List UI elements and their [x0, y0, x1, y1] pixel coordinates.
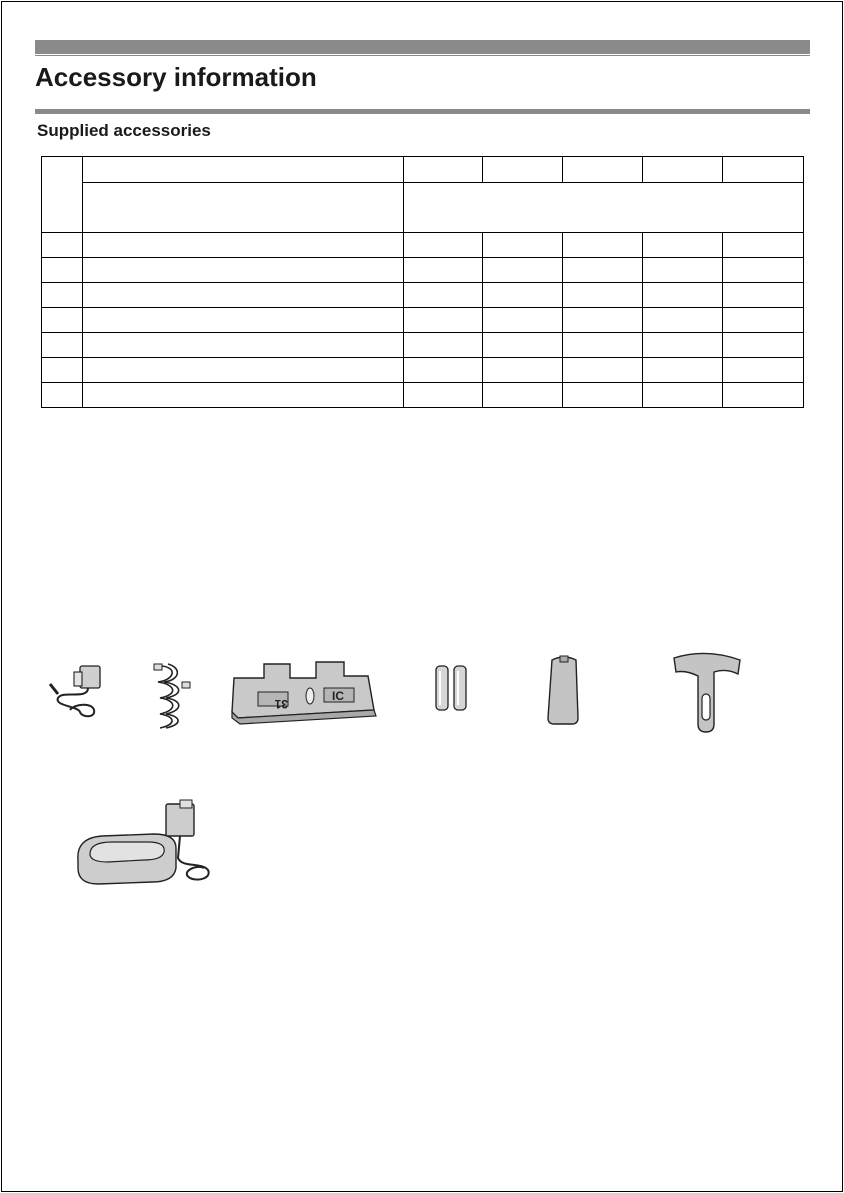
table-cell: [563, 233, 643, 258]
header-rule: [35, 55, 810, 56]
table-cell: [563, 333, 643, 358]
table-cell: [82, 157, 403, 183]
table-cell: [643, 258, 723, 283]
table-cell: [403, 233, 483, 258]
table-cell: [643, 283, 723, 308]
table-cell: [82, 383, 403, 408]
table-cell: [403, 183, 804, 233]
table-cell: [723, 333, 804, 358]
table-cell: [42, 233, 83, 258]
table-cell: [403, 308, 483, 333]
belt-clip-illustration: [670, 650, 746, 736]
table-cell: [563, 258, 643, 283]
table-cell: [42, 157, 83, 233]
table-cell: [483, 358, 563, 383]
table-cell: [82, 333, 403, 358]
table-cell: [563, 283, 643, 308]
handset-cover-illustration: [544, 652, 584, 726]
table-row: [42, 283, 804, 308]
section-title: Supplied accessories: [37, 121, 211, 140]
table-cell: [82, 358, 403, 383]
table-cell: [563, 157, 643, 183]
table-row: [42, 233, 804, 258]
table-cell: [643, 157, 723, 183]
table-cell: [42, 283, 83, 308]
table-cell: [643, 233, 723, 258]
table-row: [42, 333, 804, 358]
table-cell: [42, 258, 83, 283]
table-cell: [563, 358, 643, 383]
table-cell: [82, 308, 403, 333]
table-cell: [403, 383, 483, 408]
table-cell: [82, 283, 403, 308]
header-bar: [35, 40, 810, 54]
telephone-line-cord-illustration: [148, 660, 198, 732]
table-cell: [723, 358, 804, 383]
title-rule: [35, 109, 810, 114]
table-cell: [82, 233, 403, 258]
table-cell: [483, 308, 563, 333]
table-cell: [82, 183, 403, 233]
table-cell: [403, 333, 483, 358]
table-cell: [483, 383, 563, 408]
table-cell: [723, 383, 804, 408]
table-cell: [42, 308, 83, 333]
table-cell: [403, 358, 483, 383]
charger-with-ac-adaptor-illustration: [72, 798, 222, 890]
table-subheader-row: [42, 183, 804, 233]
table-cell: [643, 308, 723, 333]
table-cell: [723, 157, 804, 183]
table-cell: [643, 358, 723, 383]
table-cell: [42, 383, 83, 408]
table-row: [42, 308, 804, 333]
table-row: [42, 358, 804, 383]
rechargeable-batteries-illustration: [432, 663, 472, 713]
table-cell: [723, 233, 804, 258]
table-cell: [723, 258, 804, 283]
accessory-table: [41, 156, 804, 408]
table-cell: [403, 283, 483, 308]
wall-mounting-adaptor-illustration: [228, 652, 378, 726]
table-header-row: [42, 157, 804, 183]
table-row: [42, 383, 804, 408]
table-cell: [483, 233, 563, 258]
table-cell: [643, 383, 723, 408]
svg-text:31: 31: [274, 697, 288, 711]
table-cell: [563, 308, 643, 333]
ac-adaptor-illustration: [44, 660, 116, 722]
table-cell: [723, 308, 804, 333]
page-title: Accessory information: [35, 62, 317, 92]
table-cell: [483, 333, 563, 358]
table-cell: [563, 383, 643, 408]
table-cell: [483, 258, 563, 283]
table-cell: [403, 258, 483, 283]
table-cell: [643, 333, 723, 358]
table-cell: [403, 157, 483, 183]
table-cell: [483, 283, 563, 308]
table-cell: [483, 157, 563, 183]
table-cell: [82, 258, 403, 283]
table-row: [42, 258, 804, 283]
svg-text:IC: IC: [332, 689, 344, 703]
table-cell: [42, 333, 83, 358]
table-cell: [723, 283, 804, 308]
table-cell: [42, 358, 83, 383]
